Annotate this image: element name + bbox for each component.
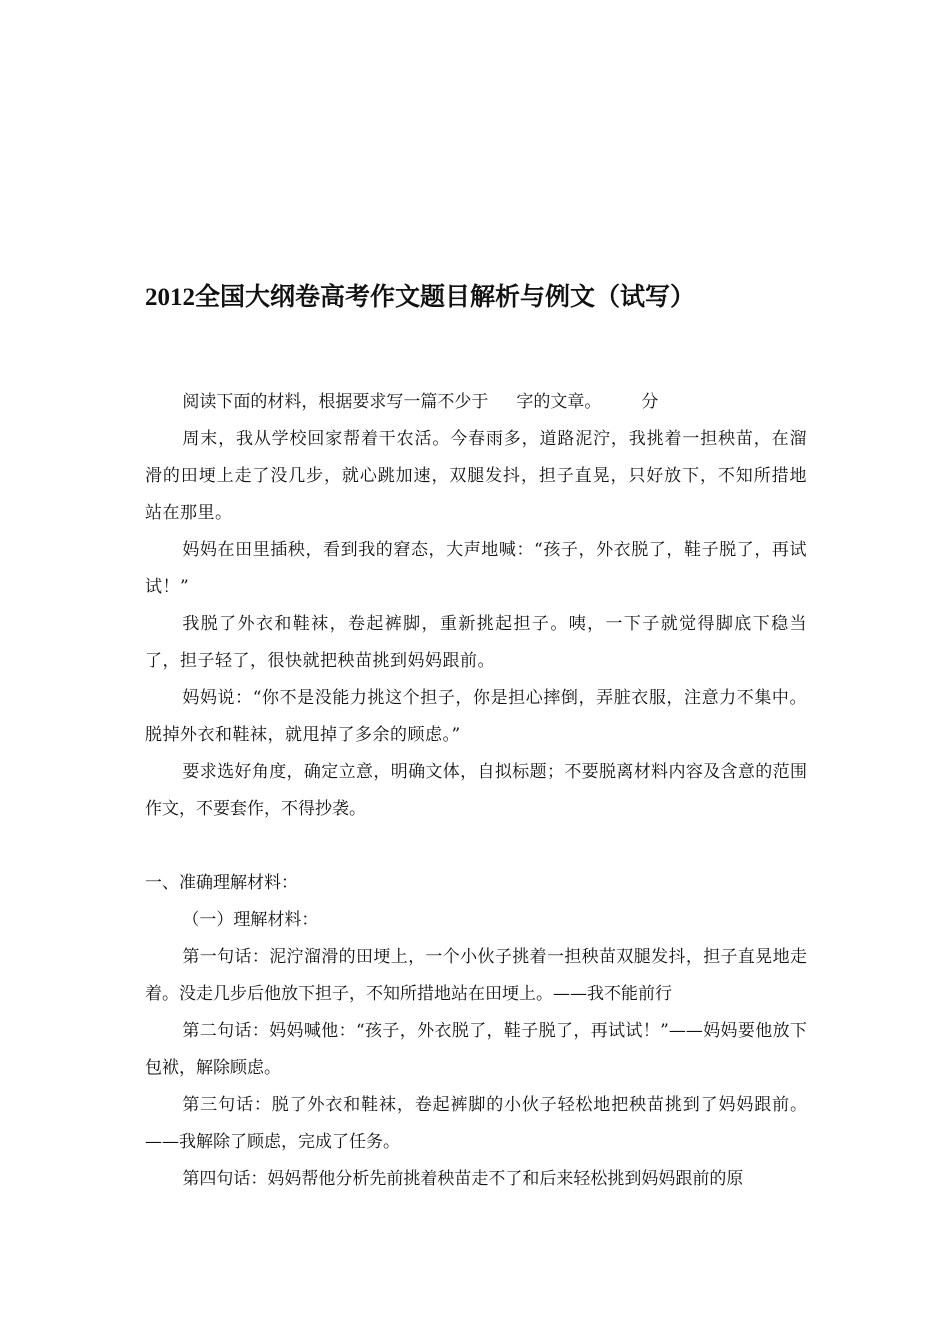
analysis-sentence-4: 第四句话：妈妈帮他分析先前挑着秧苗走不了和后来轻松挑到妈妈跟前的原 bbox=[182, 1169, 744, 1189]
material-paragraph-1: 周末，我从学校回家帮着干农活。今春雨多，道路泥泞，我挑着一担秧苗，在溜滑的田埂上走了没几步，就心跳加速，双腿发抖，担子直晃，只好放下，不知所措地站在那里。 bbox=[145, 429, 807, 523]
section-gap bbox=[145, 828, 807, 865]
title-text: 全国大纲卷高考作文题目解析与例文（试写） bbox=[195, 282, 696, 311]
material-paragraph-4: 妈妈说：“你不是没能力挑这个担子，你是担心摔倒，弄脏衣服，注意力不集中。脱掉外衣和鞋袜，就甩掉了多余的顾虑。” bbox=[145, 688, 807, 745]
analysis-sentence-3: 第三句话：脱了外衣和鞋袜，卷起裤脚的小伙子轻松地把秧苗挑到了妈妈跟前。——我解除了顾虑，完成了任务。 bbox=[145, 1095, 807, 1152]
prompt-part2: 字的文章。 bbox=[516, 392, 602, 412]
material-paragraph-3: 我脱了外衣和鞋袜，卷起裤脚，重新挑起担子。咦，一下子就觉得脚底下稳当了，担子轻了，很快就把秧苗挑到妈妈跟前。 bbox=[145, 614, 807, 671]
document-title bbox=[145, 280, 825, 315]
requirement-paragraph: 要求选好角度，确定立意，明确文体，自拟标题；不要脱离材料内容及含意的范围作文，不要套作，不得抄袭。 bbox=[145, 762, 807, 819]
material-paragraph-2: 妈妈在田里插秧，看到我的窘态，大声地喊：“孩子，外衣脱了，鞋子脱了，再试试！” bbox=[145, 540, 807, 597]
section-subheading: （一）理解材料： bbox=[182, 910, 319, 930]
prompt-paragraph bbox=[145, 384, 807, 421]
document-body bbox=[145, 384, 807, 1198]
analysis-sentence-1: 第一句话：泥泞溜滑的田埂上，一个小伙子挑着一担秧苗双腿发抖，担子直晃地走着。没走几步后他放下担子，不知所措地站在田埂上。——我不能前行 bbox=[145, 947, 807, 1004]
prompt-part1: 阅读下面的材料，根据要求写一篇不少于 bbox=[182, 392, 489, 412]
section-heading: 一、准确理解材料： bbox=[145, 873, 298, 893]
title-year: 2012 bbox=[145, 284, 195, 311]
prompt-part3: 分 bbox=[641, 392, 659, 412]
analysis-sentence-2: 第二句话：妈妈喊他：“孩子，外衣脱了，鞋子脱了，再试试！”——妈妈要他放下包袱，解除顾虑。 bbox=[145, 1021, 807, 1078]
